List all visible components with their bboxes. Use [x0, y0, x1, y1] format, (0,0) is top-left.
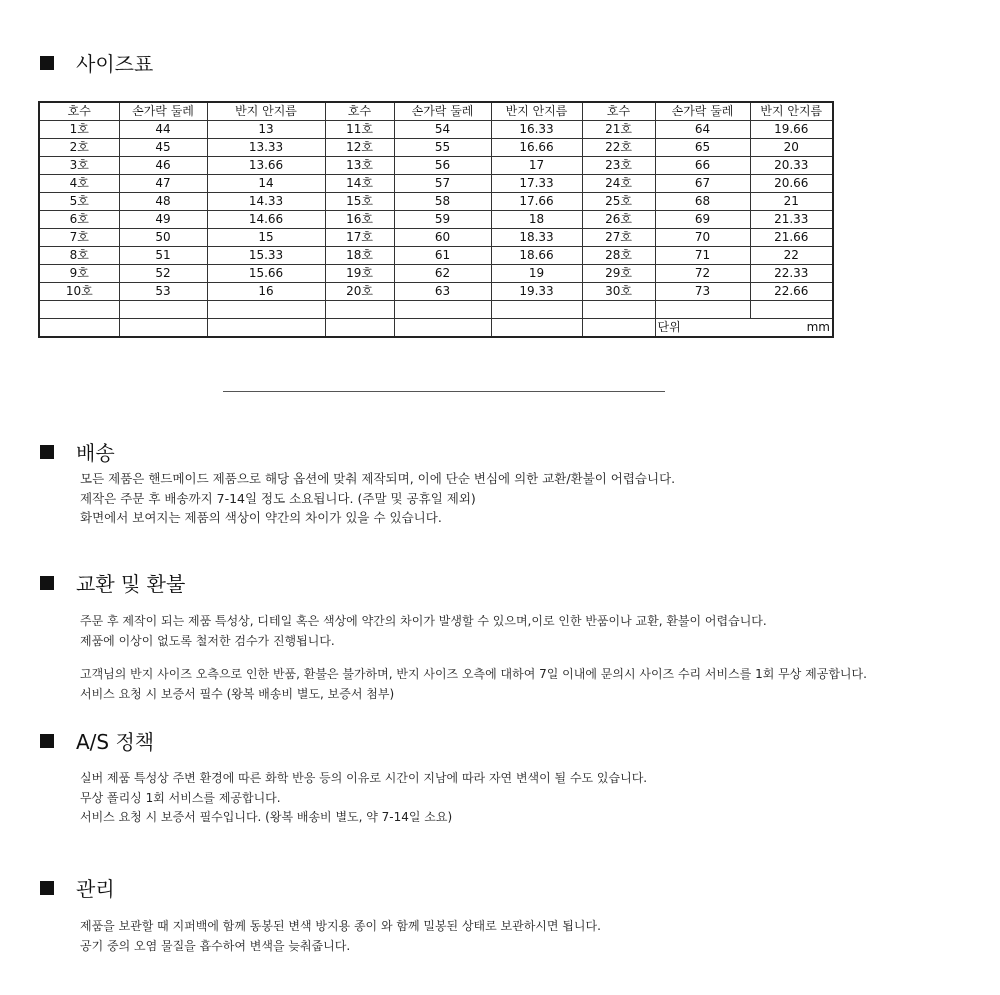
table-cell: 19호: [325, 265, 394, 283]
table-cell: 12호: [325, 139, 394, 157]
header-cell: 반지 안지름: [750, 102, 833, 121]
table-cell: 18.33: [491, 229, 582, 247]
table-cell: 29호: [582, 265, 655, 283]
table-cell: 66: [655, 157, 750, 175]
exchange-line: 주문 후 제작이 되는 제품 특성상, 디테일 혹은 색상에 약간의 차이가 발생할 수 있으며,이로 인한 반품이나 교환, 환불이 어렵습니다.: [80, 614, 767, 628]
table-cell: 17: [491, 157, 582, 175]
as-policy-line: 실버 제품 특성상 주변 환경에 따른 화학 반응 등의 이유로 시간이 지남에 따라 자연 변색이 될 수도 있습니다.: [80, 771, 648, 785]
square-bullet-icon: [40, 576, 54, 590]
table-cell: 9호: [39, 265, 119, 283]
table-cell: 49: [119, 211, 207, 229]
table-cell: 22호: [582, 139, 655, 157]
table-cell: 15.33: [207, 247, 325, 265]
table-cell: 13: [207, 121, 325, 139]
size-chart-heading: [40, 48, 153, 77]
table-cell: 13.66: [207, 157, 325, 175]
table-cell: 14.66: [207, 211, 325, 229]
table-cell: 44: [119, 121, 207, 139]
table-cell: 21.66: [750, 229, 833, 247]
table-cell: 65: [655, 139, 750, 157]
header-cell: 호수: [325, 102, 394, 121]
table-cell: 71: [655, 247, 750, 265]
table-cell: 17호: [325, 229, 394, 247]
exchange-title: 교환 및 환불: [76, 572, 186, 596]
shipping-title: 배송: [76, 441, 115, 465]
as-policy-text: [80, 769, 647, 828]
section-divider: [223, 391, 665, 392]
table-cell-empty: [394, 319, 491, 338]
size-chart-body: [39, 121, 833, 338]
table-row-empty: [39, 301, 833, 319]
table-cell-empty: [325, 319, 394, 338]
exchange-line: 제품에 이상이 없도록 철저한 검수가 진행됩니다.: [80, 633, 335, 648]
table-cell: 47: [119, 175, 207, 193]
table-row: [39, 283, 833, 301]
table-cell-empty: [655, 301, 750, 319]
shipping-line: 화면에서 보여지는 제품의 색상이 약간의 차이가 있을 수 있습니다.: [80, 510, 442, 525]
table-cell: 20호: [325, 283, 394, 301]
table-cell: 69: [655, 211, 750, 229]
table-cell-empty: [207, 319, 325, 338]
table-cell: 62: [394, 265, 491, 283]
table-cell: 20.33: [750, 157, 833, 175]
table-row: [39, 157, 833, 175]
as-policy-line: 서비스 요청 시 보증서 필수입니다. (왕복 배송비 별도, 약 7-14일 소요): [80, 810, 453, 824]
table-cell: 54: [394, 121, 491, 139]
table-cell: 52: [119, 265, 207, 283]
table-cell: 16호: [325, 211, 394, 229]
header-cell: 반지 안지름: [491, 102, 582, 121]
square-bullet-icon: [40, 734, 54, 748]
table-cell: 53: [119, 283, 207, 301]
table-cell: 46: [119, 157, 207, 175]
table-cell: 18호: [325, 247, 394, 265]
table-cell: 11호: [325, 121, 394, 139]
table-cell-empty: [325, 301, 394, 319]
table-cell: 64: [655, 121, 750, 139]
care-text: [80, 917, 601, 956]
table-cell: 20: [750, 139, 833, 157]
table-row: [39, 211, 833, 229]
table-cell: 17.66: [491, 193, 582, 211]
table-row-unit: [39, 319, 833, 338]
table-cell: 22.66: [750, 283, 833, 301]
table-cell: 16.33: [491, 121, 582, 139]
square-bullet-icon: [40, 56, 54, 70]
table-cell: 57: [394, 175, 491, 193]
table-cell-empty: [39, 319, 119, 338]
table-cell: 18.66: [491, 247, 582, 265]
table-cell: 70: [655, 229, 750, 247]
unit-label: 단위: [655, 319, 750, 338]
table-cell: 15.66: [207, 265, 325, 283]
header-cell: 호수: [39, 102, 119, 121]
table-cell: 14.33: [207, 193, 325, 211]
table-cell: 68: [655, 193, 750, 211]
table-cell-empty: [491, 301, 582, 319]
header-cell: 손가락 둘레: [655, 102, 750, 121]
table-cell: 3호: [39, 157, 119, 175]
table-cell: 72: [655, 265, 750, 283]
table-cell: 22: [750, 247, 833, 265]
table-cell: 61: [394, 247, 491, 265]
shipping-text: [80, 469, 675, 528]
table-cell: 30호: [582, 283, 655, 301]
table-cell: 25호: [582, 193, 655, 211]
square-bullet-icon: [40, 881, 54, 895]
table-cell: 13.33: [207, 139, 325, 157]
exchange-heading: [40, 568, 185, 597]
table-cell: 45: [119, 139, 207, 157]
as-policy-heading: [40, 726, 154, 755]
table-cell: 27호: [582, 229, 655, 247]
table-cell: 63: [394, 283, 491, 301]
exchange-text-b: [80, 665, 867, 704]
size-chart-title: 사이즈표: [76, 52, 154, 76]
table-cell: 26호: [582, 211, 655, 229]
table-cell: 18: [491, 211, 582, 229]
header-cell: 손가락 둘레: [119, 102, 207, 121]
shipping-line: 모든 제품은 핸드메이드 제품으로 해당 옵션에 맞춰 제작되며, 이에 단순 변심에 의한 교환/환불이 어렵습니다.: [80, 471, 676, 486]
table-cell: 15: [207, 229, 325, 247]
care-heading: [40, 873, 115, 902]
table-cell: 22.33: [750, 265, 833, 283]
table-cell-empty: [750, 301, 833, 319]
table-cell: 6호: [39, 211, 119, 229]
table-cell-empty: [39, 301, 119, 319]
table-row: [39, 229, 833, 247]
table-row: [39, 265, 833, 283]
table-cell-empty: [394, 301, 491, 319]
table-row: [39, 175, 833, 193]
square-bullet-icon: [40, 445, 54, 459]
table-cell: 51: [119, 247, 207, 265]
table-cell-empty: [119, 301, 207, 319]
table-cell: 1호: [39, 121, 119, 139]
table-cell: 20.66: [750, 175, 833, 193]
header-cell: 호수: [582, 102, 655, 121]
table-cell: 23호: [582, 157, 655, 175]
table-cell: 28호: [582, 247, 655, 265]
table-cell: 24호: [582, 175, 655, 193]
table-cell: 21.33: [750, 211, 833, 229]
table-cell: 2호: [39, 139, 119, 157]
table-cell-empty: [582, 301, 655, 319]
as-policy-title: A/S 정책: [76, 730, 155, 754]
table-cell: 59: [394, 211, 491, 229]
table-cell: 15호: [325, 193, 394, 211]
table-cell: 8호: [39, 247, 119, 265]
exchange-line: 고객님의 반지 사이즈 오측으로 인한 반품, 환불은 불가하며, 반지 사이즈 오측에 대하여 7일 이내에 문의시 사이즈 수리 서비스를 1회 무상 제공합니다.: [80, 667, 867, 681]
table-cell: 14호: [325, 175, 394, 193]
table-row: [39, 247, 833, 265]
size-chart-table: [38, 101, 834, 338]
header-cell: 손가락 둘레: [394, 102, 491, 121]
table-cell-empty: [119, 319, 207, 338]
table-header-row: [39, 102, 833, 121]
table-cell-empty: [207, 301, 325, 319]
table-cell: 21호: [582, 121, 655, 139]
table-row: [39, 193, 833, 211]
table-cell: 60: [394, 229, 491, 247]
table-cell: 50: [119, 229, 207, 247]
exchange-text-a: [80, 612, 767, 651]
exchange-line: 서비스 요청 시 보증서 필수 (왕복 배송비 별도, 보증서 첨부): [80, 686, 395, 701]
table-cell: 21: [750, 193, 833, 211]
table-cell-empty: [582, 319, 655, 338]
table-cell: 58: [394, 193, 491, 211]
table-row: [39, 121, 833, 139]
table-cell: 67: [655, 175, 750, 193]
shipping-heading: [40, 437, 115, 466]
care-line: 공기 중의 오염 물질을 흡수하여 변색을 늦춰줍니다.: [80, 938, 351, 953]
table-cell: 10호: [39, 283, 119, 301]
table-cell: 13호: [325, 157, 394, 175]
table-cell: 55: [394, 139, 491, 157]
table-cell: 4호: [39, 175, 119, 193]
care-title: 관리: [76, 877, 115, 901]
table-cell-empty: [491, 319, 582, 338]
table-cell: 19.33: [491, 283, 582, 301]
table-cell: 73: [655, 283, 750, 301]
table-cell: 16: [207, 283, 325, 301]
header-cell: 반지 안지름: [207, 102, 325, 121]
table-cell: 16.66: [491, 139, 582, 157]
table-cell: 5호: [39, 193, 119, 211]
table-cell: 7호: [39, 229, 119, 247]
table-row: [39, 139, 833, 157]
table-cell: 48: [119, 193, 207, 211]
table-cell: 17.33: [491, 175, 582, 193]
unit-value: mm: [750, 319, 833, 338]
care-line: 제품을 보관할 때 지퍼백에 함께 동봉된 변색 방지용 종이 와 함께 밀봉된 상태로 보관하시면 됩니다.: [80, 919, 601, 933]
shipping-line: 제작은 주문 후 배송까지 7-14일 정도 소요됩니다. (주말 및 공휴일 제외): [80, 490, 476, 506]
table-cell: 19.66: [750, 121, 833, 139]
as-policy-line: 무상 폴리싱 1회 서비스를 제공합니다.: [80, 790, 281, 805]
table-cell: 56: [394, 157, 491, 175]
table-cell: 19: [491, 265, 582, 283]
table-cell: 14: [207, 175, 325, 193]
